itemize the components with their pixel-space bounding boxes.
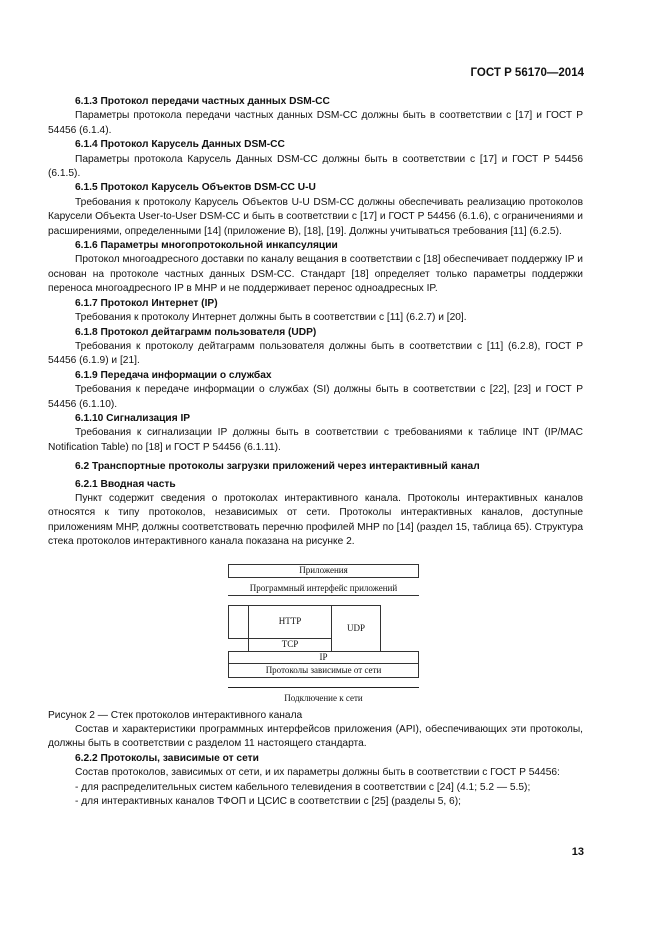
- list-item: - для интерактивных каналов ТФОП и ЦСИС в соответствии с [25] (разделы 5, 6);: [75, 796, 461, 808]
- section-heading-6-1-10: 6.1.10 Сигнализация IP: [75, 412, 191, 424]
- section-text-6-1-8: Требования к протоколу дейтаграмм пользователя должны быть в соответствии с [11] (6.2.8), ГОСТ Р 54456 (6.1.9) и [21].: [48, 340, 583, 367]
- api-divider: [228, 595, 419, 596]
- section-heading-6-1-7: 6.1.7 Протокол Интернет (IP): [75, 297, 218, 309]
- section-text-6-1-10: Требования к сигнализации IP должны быть в соответствии с требованиями к таблице INT (IP/MAC Notification Table) по [18] и ГОСТ Р 54456 (6.1.11).: [48, 427, 583, 453]
- http-layer: HTTP: [248, 605, 332, 639]
- section-heading-6-2: 6.2 Транспортные протоколы загрузки приложений через интерактивный канал: [75, 461, 480, 473]
- list-item: - для распределительных систем кабельного телевидения в соответствии с [24] (4.1; 5.2 — 5.5);: [75, 781, 531, 793]
- section-text-6-2-1: Пункт содержит сведения о протоколах интерактивного канала. Протоколы интерактивных каналов относятся к типу протоколов, независимых от сети. Протоколы интерактивных каналов, доступные приложениям МНР, должны соответствовать перечню профилей МНР по [14] (раздел 15, таблица 65). Структура стека протоколов интерактивного канала показана на рисунке 2.: [48, 492, 583, 548]
- network-connection-line: [228, 687, 419, 688]
- document-body: [48, 95, 583, 809]
- section-text-6-1-3: Параметры протокола передачи частных данных DSM-CC должны быть в соответствии с [17] и ГОСТ Р 54456 (6.1.4).: [48, 110, 583, 136]
- standard-number: ГОСТ Р 56170—2014: [470, 67, 584, 79]
- section-heading-6-1-6: 6.1.6 Параметры многопротокольной инкапсуляции: [75, 240, 338, 252]
- after-figure-text: Состав и характеристики программных интерфейсов приложения (API), обеспечивающих эти протоколы, должны быть в соответствии с разделом 11 настоящего стандарта.: [48, 724, 583, 750]
- figure-caption: Рисунок 2 — Стек протоколов интерактивного канала: [48, 709, 303, 721]
- section-text-6-1-6: Протокол многоадресного доставки по каналу вещания в соответствии с [18] обеспечивает поддержку IP и основан на протоколе частных данных DSM-CC. Стандарт [18] определяет только параметры поддержки переноса многоадресного IP в МНР и не поддерживает перенос одноадресных IP.: [48, 254, 583, 295]
- section-heading-6-1-5: 6.1.5 Протокол Карусель Объектов DSM-CC U-U: [75, 182, 316, 194]
- section-heading-6-1-3: 6.1.3 Протокол передачи частных данных DSM-CC: [75, 96, 330, 107]
- network-connection-label: Подключение к сети: [284, 692, 363, 703]
- section-heading-6-2-2: 6.2.2 Протоколы, зависимые от сети: [75, 752, 259, 764]
- section-heading-6-1-9: 6.1.9 Передача информации о службах: [75, 369, 272, 381]
- stack-empty-cell: [228, 605, 249, 639]
- api-label: Программный интерфейс приложений: [249, 582, 398, 593]
- page-number: 13: [571, 846, 584, 858]
- udp-layer: UDP: [331, 605, 381, 652]
- section-text-6-1-4: Параметры протокола Карусель Данных DSM-CC должны быть в соответствии с [17] и ГОСТ Р 54456 (6.1.5).: [48, 153, 583, 180]
- section-heading-6-2-1: 6.2.1 Вводная часть: [75, 478, 176, 490]
- applications-layer: Приложения: [228, 564, 419, 578]
- section-text-6-1-9: Требования к передаче информации о службах (SI) должны быть в соответствии с [22], [23] и ГОСТ Р 54456 (6.1.10).: [48, 384, 583, 410]
- section-heading-6-1-4: 6.1.4 Протокол Карусель Данных DSM-CC: [75, 139, 285, 151]
- network-dependent-layer: Протоколы зависимые от сети: [228, 663, 419, 678]
- tcp-layer: TCP: [248, 638, 332, 652]
- section-text-6-1-7: Требования к протоколу Интернет должны быть в соответствии с [11] (6.2.7) и [20].: [75, 312, 467, 324]
- section-text-6-2-2: Состав протоколов, зависимых от сети, и их параметры должны быть в соответствии с ГОСТ Р 54456:: [75, 767, 560, 779]
- protocol-stack-figure: [48, 564, 583, 709]
- ip-layer: IP: [228, 651, 419, 664]
- section-text-6-1-5: Требования к протоколу Карусель Объектов U-U DSM-CC должны обеспечивать реализацию протоколов Карусели Объекта User-to-User DSM-CC и быть в соответствии с [17] и ГОСТ Р 54456 (6.1.6), с ограничениями и расширениями, определенными [14] (приложение В), [18], [19]. Должны учитываться требования [11] (6.2.5).: [48, 196, 583, 237]
- section-heading-6-1-8: 6.1.8 Протокол дейтаграмм пользователя (UDP): [75, 326, 317, 338]
